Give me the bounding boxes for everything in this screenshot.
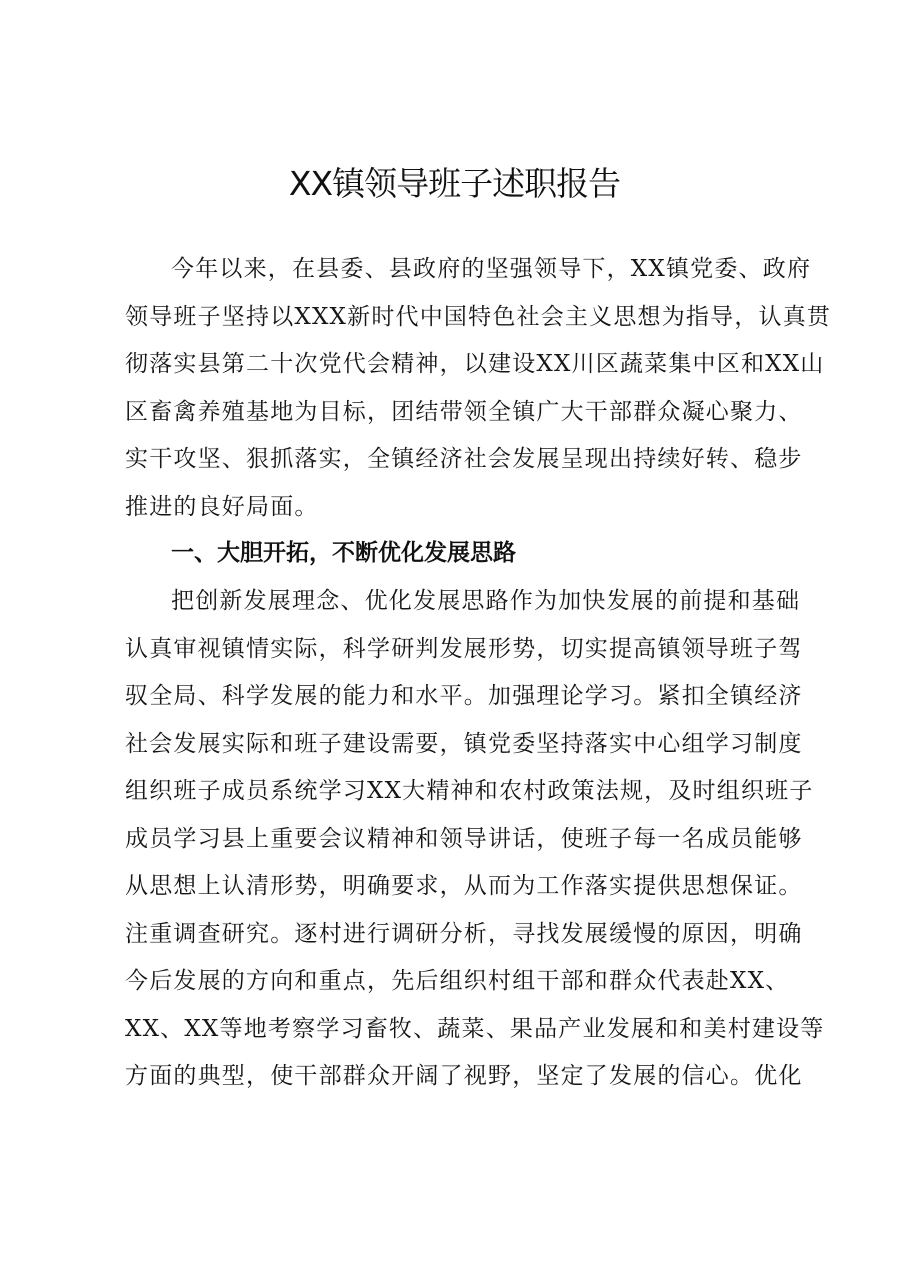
paragraph-line: 从思想上认清形势，明确要求，从而为工作落实提供思想保证。 <box>125 873 803 899</box>
paragraph-line: 注重调查研究。逐村进行调研分析，寻找发展缓慢的原因，明确 <box>125 920 803 947</box>
intro-paragraph <box>125 246 832 531</box>
paragraph-line: 成员学习县上重要会议精神和领导讲话，使班子每一名成员能够 <box>125 825 803 852</box>
paragraph-line: 社会发展实际和班子建设需要，镇党委坚持落实中心组学习制度 <box>125 730 803 757</box>
paragraph-line: 彻落实县第二十次党代会精神，以建设XX川区蔬菜集中区和XX山 <box>125 351 825 377</box>
paragraph-line: 今年以来，在县委、县政府的坚强领导下，XX镇党委、政府 <box>171 256 812 282</box>
paragraph-line: 驭全局、科学发展的能力和水平。加强理论学习。紧扣全镇经济 <box>125 683 803 709</box>
section1-paragraph <box>125 578 825 1101</box>
paragraph-line: 方面的典型，使干部群众开阔了视野，坚定了发展的信心。优化 <box>125 1063 803 1089</box>
paragraph-line: 把创新发展理念、优化发展思路作为加快发展的前提和基础 <box>171 588 801 614</box>
section-heading: 一、大胆开拓，不断优化发展思路 <box>171 540 516 566</box>
paragraph-line: XX、XX等地考察学习畜牧、蔬菜、果品产业发展和和美村建设等 <box>125 1015 825 1042</box>
paragraph-line: 组织班子成员系统学习XX大精神和农村政策法规，及时组织班子 <box>125 778 814 804</box>
paragraph-line: 今后发展的方向和重点，先后组织村组干部和群众代表赴XX、 <box>125 968 790 994</box>
paragraph-line: 推进的良好局面。 <box>125 493 319 520</box>
paragraph-line: 认真审视镇情实际，科学研判发展形势，切实提高镇领导班子驾 <box>125 635 803 662</box>
paragraph-line: 领导班子坚持以XXX新时代中国特色社会主义思想为指导，认真贯 <box>125 303 832 330</box>
document-title: XX镇领导班子述职报告 <box>288 164 621 203</box>
paragraph-line: 实干攻坚、狠抓落实，全镇经济社会发展呈现出持续好转、稳步 <box>125 446 803 472</box>
paragraph-line: 区畜禽养殖基地为目标，团结带领全镇广大干部群众凝心聚力、 <box>125 398 803 425</box>
